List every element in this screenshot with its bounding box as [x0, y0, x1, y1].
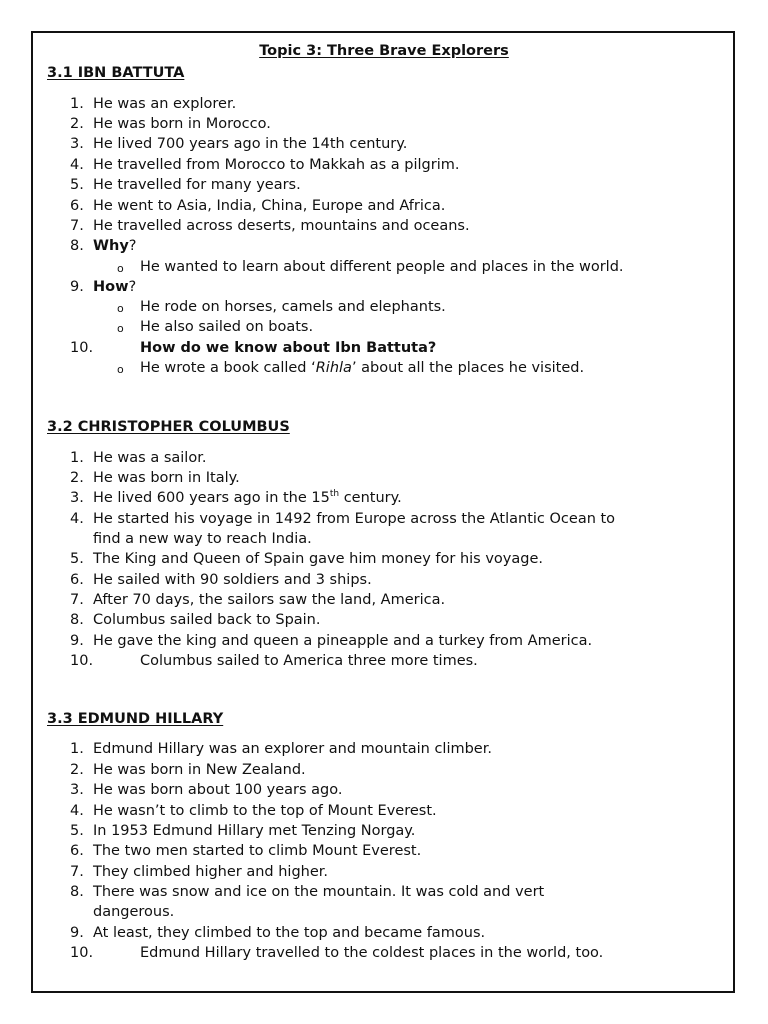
page-title: Topic 3: Three Brave Explorers	[259, 43, 509, 59]
section-heading-columbus: 3.2 CHRISTOPHER COLUMBUS	[47, 419, 290, 435]
section-heading-hillary: 3.3 EDMUND HILLARY	[47, 711, 224, 727]
bullet-icon: o	[117, 262, 124, 275]
bullet-icon: o	[117, 302, 124, 315]
section-heading-ibn-battuta: 3.1 IBN BATTUTA	[47, 65, 185, 81]
bullet-icon: o	[117, 363, 124, 376]
bullet-icon: o	[117, 322, 124, 335]
